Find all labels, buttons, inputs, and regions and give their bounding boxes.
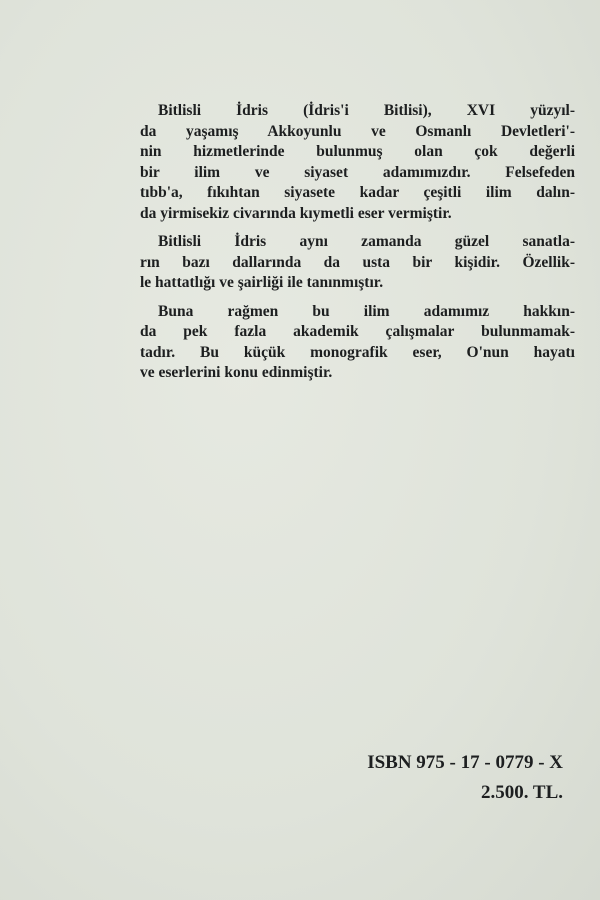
text-line: rın bazı dallarında da usta bir kişidir. Özellik- (140, 253, 575, 271)
isbn-price-block (367, 748, 563, 808)
text-line: ve eserlerini konu edinmiştir. (140, 364, 333, 381)
paragraph-2 (140, 232, 575, 294)
back-cover-blurb (140, 101, 575, 392)
text-line: Bitlisli İdris aynı zamanda güzel sanatla- (158, 233, 575, 250)
text-line: bir ilim ve siyaset adamımızdır. Felsefeden (140, 163, 575, 181)
text-line: le hattatlığı ve şairliği ile tanınmıştır. (140, 274, 384, 291)
text-line: nin hizmetlerinde bulunmuş olan çok değerli (140, 143, 575, 160)
text-line: da yaşamış Akkoyunlu ve Osmanlı Devletleri'- (140, 122, 575, 140)
text-line: da pek fazla akademik çalışmalar bulunmamak- (140, 323, 575, 340)
text-line: tıbb'a, fıkıhtan siyasete kadar çeşitli ilim dalın- (140, 184, 575, 201)
text-line: da yirmisekiz civarında kıymetli eser vermiştir. (140, 204, 452, 222)
isbn-number: ISBN 975 - 17 - 0779 - X (367, 752, 563, 773)
paragraph-1 (140, 101, 575, 224)
text-line: Buna rağmen bu ilim adamımız hakkın- (158, 302, 575, 320)
paragraph-3 (140, 302, 575, 384)
price: 2.500. TL. (480, 782, 563, 803)
text-line: tadır. Bu küçük monografik eser, O'nun hayatı (140, 343, 575, 361)
text-line: Bitlisli İdris (İdris'i Bitlisi), XVI yüzyıl- (158, 102, 575, 119)
